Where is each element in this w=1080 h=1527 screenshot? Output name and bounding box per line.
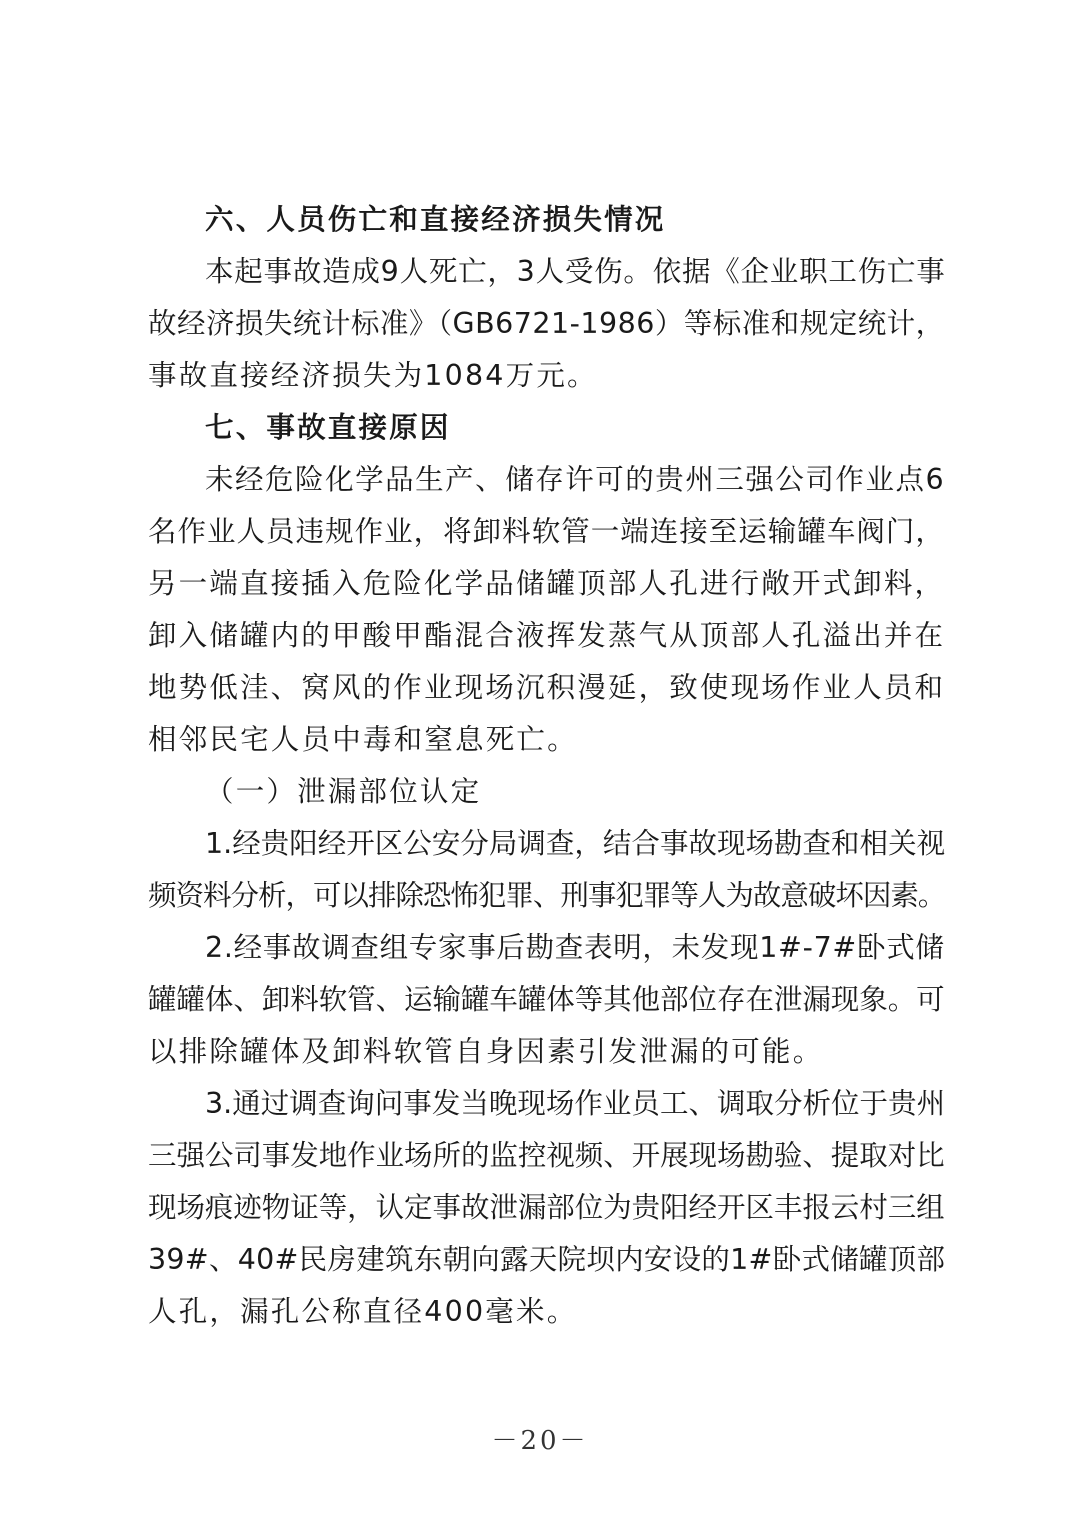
paragraph-line: 人孔，漏孔公称直径400毫米。 [148,1295,578,1328]
paragraph-line: 1.经贵阳经开区公安分局调查，结合事故现场勘查和相关视 [205,827,946,860]
paragraph-line: 故经济损失统计标准》（GB6721-1986）等标准和规定统计， [148,307,945,340]
paragraph-line: 本起事故造成9人死亡，3人受伤。依据《企业职工伤亡事 [205,255,946,288]
paragraph-line: 卸入储罐内的甲酸甲酯混合液挥发蒸气从顶部人孔溢出并在 [148,619,946,652]
page-number: －20－ [491,1426,589,1456]
section-heading-direct-cause: 七、事故直接原因 [205,411,451,444]
subsection-heading-leak-location: （一）泄漏部位认定 [205,775,482,808]
paragraph-line: 频资料分析，可以排除恐怖犯罪、刑事犯罪等人为故意破坏因素。 [148,879,946,912]
paragraph-line: 39#、40#民房建筑东朝向露天院坝内安设的1#卧式储罐顶部 [148,1243,946,1276]
paragraph-line: 3.通过调查询问事发当晚现场作业员工、调取分析位于贵州 [205,1087,946,1120]
paragraph-line: 三强公司事发地作业场所的监控视频、开展现场勘验、提取对比 [148,1139,945,1172]
paragraph-line: 事故直接经济损失为1084万元。 [148,359,598,392]
paragraph-line: 2.经事故调查组专家事后勘查表明，未发现1#-7#卧式储 [205,931,945,964]
paragraph-line: 罐罐体、卸料软管、运输罐车罐体等其他部位存在泄漏现象。可 [148,983,945,1016]
paragraph-line: 以排除罐体及卸料软管自身因素引发泄漏的可能。 [148,1035,824,1068]
paragraph-line: 地势低洼、窝风的作业现场沉积漫延，致使现场作业人员和 [148,671,946,704]
section-heading-casualties: 六、人员伤亡和直接经济损失情况 [205,203,666,236]
paragraph-line: 另一端直接插入危险化学品储罐顶部人孔进行敞开式卸料， [148,567,946,600]
paragraph-line: 名作业人员违规作业，将卸料软管一端连接至运输罐车阀门， [148,515,945,548]
paragraph-line: 相邻民宅人员中毒和窒息死亡。 [148,723,578,756]
paragraph-line: 现场痕迹物证等，认定事故泄漏部位为贵阳经开区丰报云村三组 [148,1191,945,1224]
paragraph-line: 未经危险化学品生产、储存许可的贵州三强公司作业点6 [205,463,946,496]
